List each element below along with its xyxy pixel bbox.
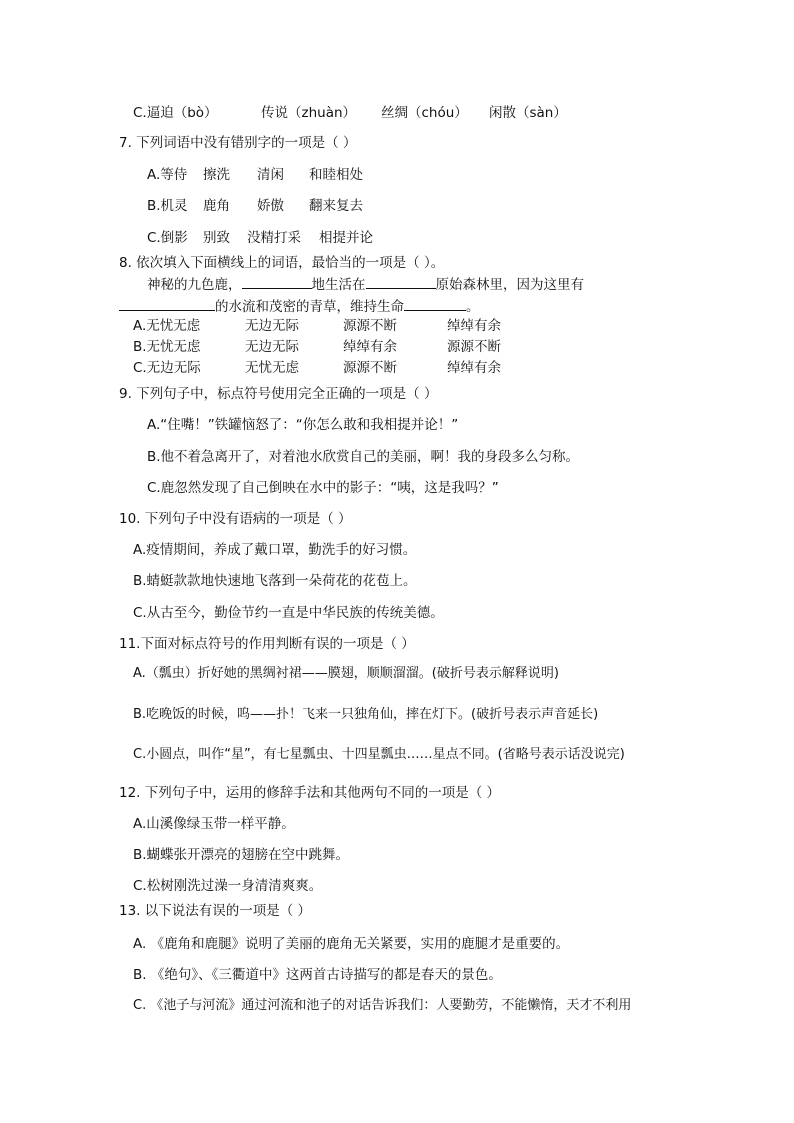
q11-option-a: A.（瓢虫）折好她的黑绸衬裙——膜翅，顺顺溜溜。(破折号表示解释说明) [133,666,559,681]
q9-option-b: B.他不着急离开了，对着池水欣赏自己的美丽，啊！我的身段多么匀称。 [147,449,580,465]
q8-a-2: 无边无际 [245,318,299,334]
q7-c-1: C.倒影 [147,230,188,246]
q9-option-a: A.“住嘴！”铁罐恼怒了：“你怎么敢和我相提并论！” [147,417,459,433]
q7-c-2: 别致 [203,230,230,246]
q11-option-b: B.吃晚饭的时候，呜——扑！飞来一只独角仙，摔在灯下。(破折号表示声音延长) [133,707,599,722]
q13-option-c: C. 《池子与河流》通过河流和池子的对话告诉我们：人要勤劳，不能懒惰，天才不利用 [133,998,632,1013]
q12-option-b: B.蝴蝶张开漂亮的翅膀在空中跳舞。 [133,847,350,863]
q8-c-1: C.无边无际 [133,360,201,376]
q8-blank-2 [366,274,436,289]
q7-option-a [147,166,363,184]
q13-stem: 13. 以下说法有误的一项是（ ） [119,903,312,919]
q7-a-4: 和睦相处 [309,167,363,183]
q8-a-1: A.无忧无虑 [133,318,201,334]
q8-c-2: 无忧无虑 [245,360,299,376]
q12-option-c: C.松树刚洗过澡一身清清爽爽。 [133,878,323,894]
q6-c-word-4: 闲散（sàn） [489,105,567,121]
q8-sentence-2 [119,296,480,316]
q8-s1-part-a: 神秘的九色鹿， [147,277,242,293]
q6-option-c [133,104,567,122]
q7-b-1: B.机灵 [147,198,188,214]
q8-blank-4 [404,296,466,311]
q7-a-2: 擦洗 [203,167,230,183]
q13-option-a: A. 《鹿角和鹿腿》说明了美丽的鹿角无关紧要，实用的鹿腿才是重要的。 [133,936,570,952]
q9-stem: 9. 下列句子中，标点符号使用完全正确的一项是（ ） [119,386,438,402]
q7-option-c [147,229,373,247]
q11-stem: 11.下面对标点符号的作用判断有误的一项是（ ） [119,636,415,652]
q8-sentence-1 [147,274,584,294]
q10-option-c: C.从古至今，勤俭节约一直是中华民族的传统美德。 [133,605,444,621]
q7-b-2: 鹿角 [203,198,230,214]
q8-option-b [133,338,501,356]
q8-s2-part-b: 。 [466,299,480,315]
q8-a-4: 绰绰有余 [447,318,501,334]
q8-b-3: 绰绰有余 [343,339,397,355]
q8-b-2: 无边无际 [245,339,299,355]
q7-b-3: 娇傲 [257,198,284,214]
q6-c-word-3: 丝绸（chóu） [381,105,468,121]
q10-option-b: B.蜻蜓款款地快速地飞落到一朵荷花的花苞上。 [133,573,417,589]
q8-b-4: 源源不断 [447,339,501,355]
q7-c-4: 相提并论 [319,230,373,246]
q7-option-b [147,197,363,215]
q8-a-3: 源源不断 [343,318,397,334]
q8-stem: 8. 依次填入下面横线上的词语，最恰当的一项是（ ）。 [119,255,445,271]
q6-c-word-2: 传说（zhuàn） [261,105,357,121]
q8-s1-part-b: 地生活在 [311,277,366,293]
q12-stem: 12. 下列句子中，运用的修辞手法和其他两句不同的一项是（ ） [119,785,501,801]
q8-c-4: 绰绰有余 [447,360,501,376]
q9-option-c: C.鹿忽然发现了自己倒映在水中的影子：“咦，这是我吗？” [147,480,499,496]
q8-c-3: 源源不断 [343,360,397,376]
q13-option-b: B. 《绝句》、《三衢道中》这两首古诗描写的都是春天的景色。 [133,967,502,983]
q10-stem: 10. 下列句子中没有语病的一项是（ ） [119,511,352,527]
q8-s2-part-a: 的水流和茂密的青草，维持生命 [215,299,404,315]
q7-stem: 7. 下列词语中没有错别字的一项是（ ） [119,135,357,151]
q7-a-1: A.等侍 [147,167,188,183]
q10-option-a: A.疫情期间，养成了戴口罩，勤洗手的好习惯。 [133,542,417,558]
q11-option-c: C.小圆点，叫作“星”，有七星瓢虫、十四星瓢虫……星点不同。(省略号表示话没说完) [133,747,625,762]
q8-blank-3 [119,296,215,311]
q8-s1-part-c: 原始森林里，因为这里有 [435,277,584,293]
q7-b-4: 翻来复去 [309,198,363,214]
q7-a-3: 清闲 [257,167,284,183]
q6-c-word-1: C.逼迫（bò） [133,105,218,121]
q12-option-a: A.山溪像绿玉带一样平静。 [133,816,295,832]
q8-b-1: B.无忧无虑 [133,339,201,355]
q8-option-a [133,317,501,335]
q8-blank-1 [242,274,312,289]
q7-c-3: 没精打采 [247,230,301,246]
q8-option-c [133,359,501,377]
